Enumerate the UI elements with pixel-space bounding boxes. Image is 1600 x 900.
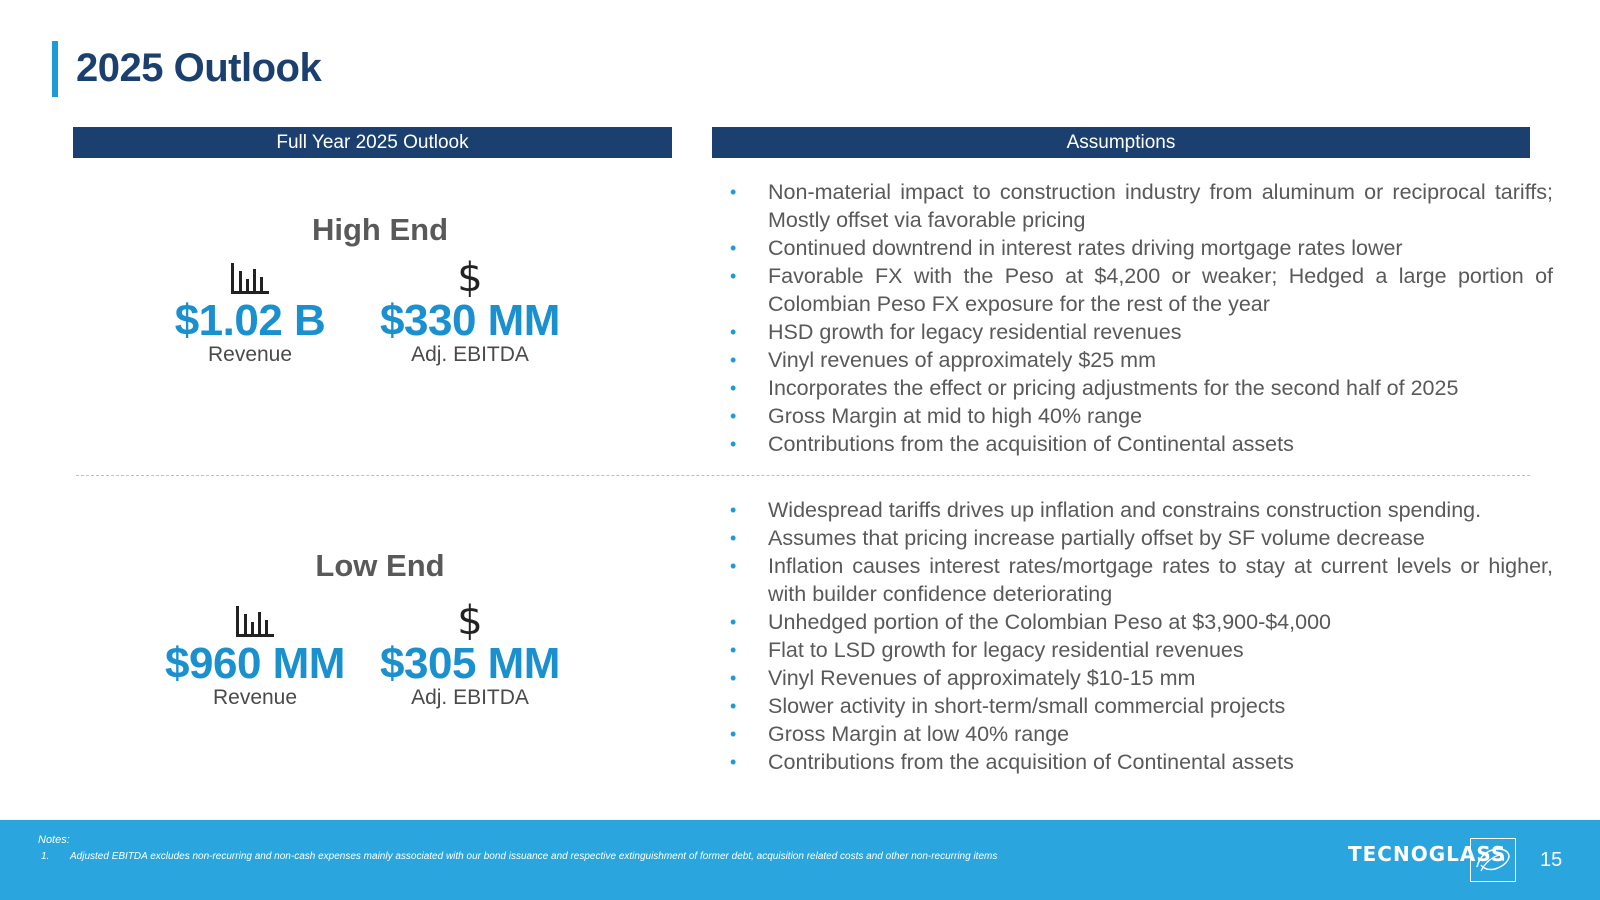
high-end-title: High End [311, 212, 449, 247]
high-end-ebitda [370, 255, 570, 366]
list-item: • Incorporates the effect or pricing adjustments for the second half of 2025 [730, 374, 1553, 402]
low-end-assumptions [730, 496, 1553, 776]
dollar-icon: $ [457, 598, 483, 644]
logo-mark-icon [1470, 838, 1516, 882]
list-item: • Vinyl revenues of approximately $25 mm [730, 346, 1553, 374]
low-end-revenue [150, 601, 360, 709]
low-end-ebitda-label: Adj. EBITDA [411, 686, 529, 709]
high-end-assumptions [730, 178, 1553, 458]
list-item: • Slower activity in short-term/small commercial projects [730, 692, 1553, 720]
list-item: • Gross Margin at mid to high 40% range [730, 402, 1553, 430]
list-item: • Widespread tariffs drives up inflation and constrains construction spending. [730, 496, 1553, 524]
dollar-icon: $ [457, 255, 483, 301]
outlook-header: Full Year 2025 Outlook [73, 127, 672, 158]
notes-title: Notes: [38, 834, 70, 846]
section-divider [76, 475, 1530, 476]
high-end-revenue-label: Revenue [207, 343, 293, 366]
note-text: Adjusted EBITDA excludes non-recurring and non-cash expenses mainly associated with our bond issuance and respective extinguishment of former debt, acquisition related costs and other non-recurring items [70, 851, 998, 862]
list-item: • Contributions from the acquisition of Continental assets [730, 430, 1553, 458]
low-end-title: Low End [315, 548, 445, 583]
tecnoglass-logo: TECNOGLASS [1348, 842, 1507, 866]
low-end-ebitda-value: $305 MM [380, 639, 560, 688]
assumptions-header: Assumptions [712, 127, 1530, 158]
list-item: • Inflation causes interest rates/mortgage rates to stay at current levels or higher, with builder confidence deteriorating [730, 552, 1553, 608]
list-item: • Gross Margin at low 40% range [730, 720, 1553, 748]
low-end-revenue-label: Revenue [212, 686, 298, 709]
bar-chart-icon [150, 601, 360, 641]
low-end-revenue-value: $960 MM [165, 639, 345, 688]
high-end-ebitda-value: $330 MM [380, 296, 560, 345]
list-item: • Vinyl Revenues of approximately $10-15 mm [730, 664, 1553, 692]
list-item: • Assumes that pricing increase partially offset by SF volume decrease [730, 524, 1553, 552]
title-accent-bar [52, 41, 58, 97]
high-end-revenue [160, 258, 340, 366]
footer [0, 820, 1600, 900]
low-end-section [150, 548, 610, 584]
low-end-ebitda [370, 598, 570, 709]
note-number: 1. [41, 851, 50, 862]
list-item: • Unhedged portion of the Colombian Peso at $3,900-$4,000 [730, 608, 1553, 636]
list-item: • Non-material impact to construction industry from aluminum or reciprocal tariffs; Mostly offset via favorable pricing [730, 178, 1553, 234]
page-number: 15 [1540, 849, 1563, 871]
high-end-revenue-value: $1.02 B [174, 296, 326, 345]
high-end-section [150, 212, 610, 248]
high-end-ebitda-label: Adj. EBITDA [411, 343, 529, 366]
list-item: • Flat to LSD growth for legacy residential revenues [730, 636, 1553, 664]
list-item: • Continued downtrend in interest rates driving mortgage rates lower [730, 234, 1553, 262]
list-item: • Contributions from the acquisition of Continental assets [730, 748, 1553, 776]
list-item: • Favorable FX with the Peso at $4,200 or weaker; Hedged a large portion of Colombian Peso FX exposure for the rest of the year [730, 262, 1553, 318]
page-title: 2025 Outlook [76, 46, 322, 90]
bar-chart-icon [160, 258, 340, 298]
list-item: • HSD growth for legacy residential revenues [730, 318, 1553, 346]
